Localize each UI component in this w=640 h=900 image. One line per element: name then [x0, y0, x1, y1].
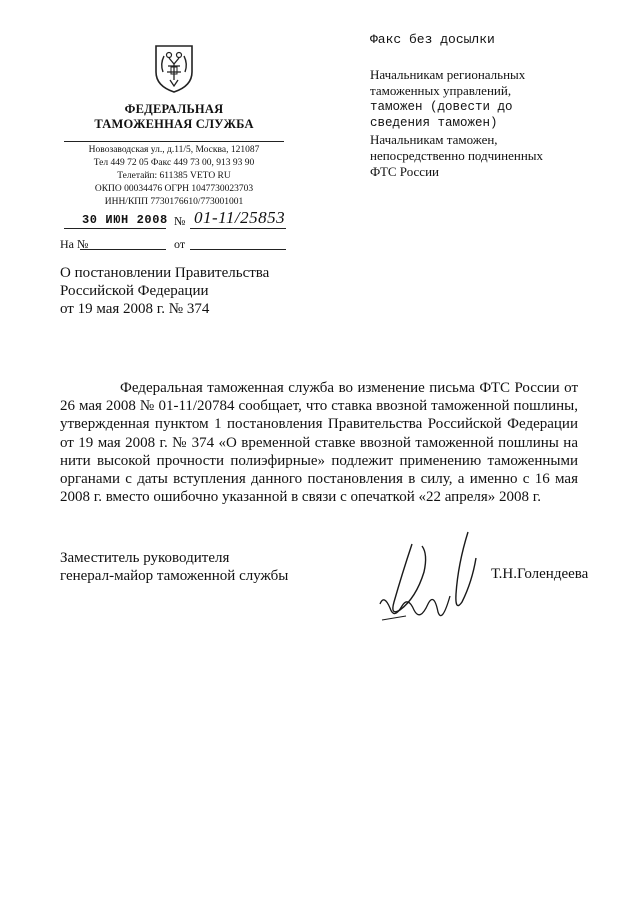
coat-of-arms-icon [150, 42, 198, 94]
signatory-position: Заместитель руководителя [60, 550, 230, 566]
subject-line: Российской Федерации [60, 283, 209, 299]
addressee-line: непосредственно подчиненных [370, 148, 544, 163]
addressee-line: таможен (довести до [370, 100, 513, 114]
addressee-line: таможенных управлений, [370, 83, 512, 98]
contact-inn-kpp: ИНН/КПП 7730176610/773001001 [104, 197, 244, 207]
subject-line: О постановлении Правительства [60, 265, 270, 281]
date-underline [64, 228, 166, 229]
number-label: № [174, 214, 186, 228]
header-divider [64, 141, 284, 142]
date-stamp: 30 ИЮН 2008 [82, 213, 168, 227]
outgoing-number: 01-11/25853 [194, 208, 286, 227]
fax-note: Факс без досылки [370, 32, 495, 47]
reply-number-underline [80, 249, 166, 250]
addressee-line: ФТС России [370, 164, 439, 179]
contact-address: Новозаводская ул., д.11/5, Москва, 121087 [88, 145, 260, 155]
contact-okpo-ogrn: ОКПО 00034476 ОГРН 1047730023703 [94, 184, 254, 194]
handwritten-signature [372, 524, 490, 634]
contact-phone-fax: Тел 449 72 05 Факс 449 73 00, 913 93 90 [93, 158, 255, 168]
reply-date-label: от [174, 237, 186, 251]
reply-number-label: На № [60, 237, 89, 251]
number-underline [190, 228, 286, 229]
org-name-line1: ФЕДЕРАЛЬНАЯ [124, 102, 224, 116]
contact-teletype: Телетайп: 611385 VETO RU [117, 171, 231, 181]
subject-line: от 19 мая 2008 г. № 374 [60, 301, 210, 317]
signatory-name: Т.Н.Голендеева [491, 566, 589, 582]
reply-date-underline [190, 249, 286, 250]
letter-body: Федеральная таможенная служба во изменение письма ФТС России от 26 мая 2008 № 01-11/20784 сообщает, что ставка ввозной таможенной пошлины, утвержденная пунктом 1 постановления Правительства Российской Федерации от 19 мая 2008 г. № 374 «О временной ставке ввозной таможенной пошлины на нити высокой прочности полиэфирные» подлежит применению таможенными органами с даты вступления данного постановления в силу, а именно с 16 мая 2008 г. вместо ошибочно указанной в связи с опечаткой «22 апреля» 2008 г. [60, 380, 578, 506]
addressee-line: Начальникам региональных [370, 67, 526, 82]
addressee-line: Начальникам таможен, [370, 132, 498, 147]
org-name-line2: ТАМОЖЕННАЯ СЛУЖБА [94, 117, 254, 131]
signatory-rank: генерал-майор таможенной службы [60, 568, 289, 584]
addressee-line: сведения таможен) [370, 116, 498, 130]
